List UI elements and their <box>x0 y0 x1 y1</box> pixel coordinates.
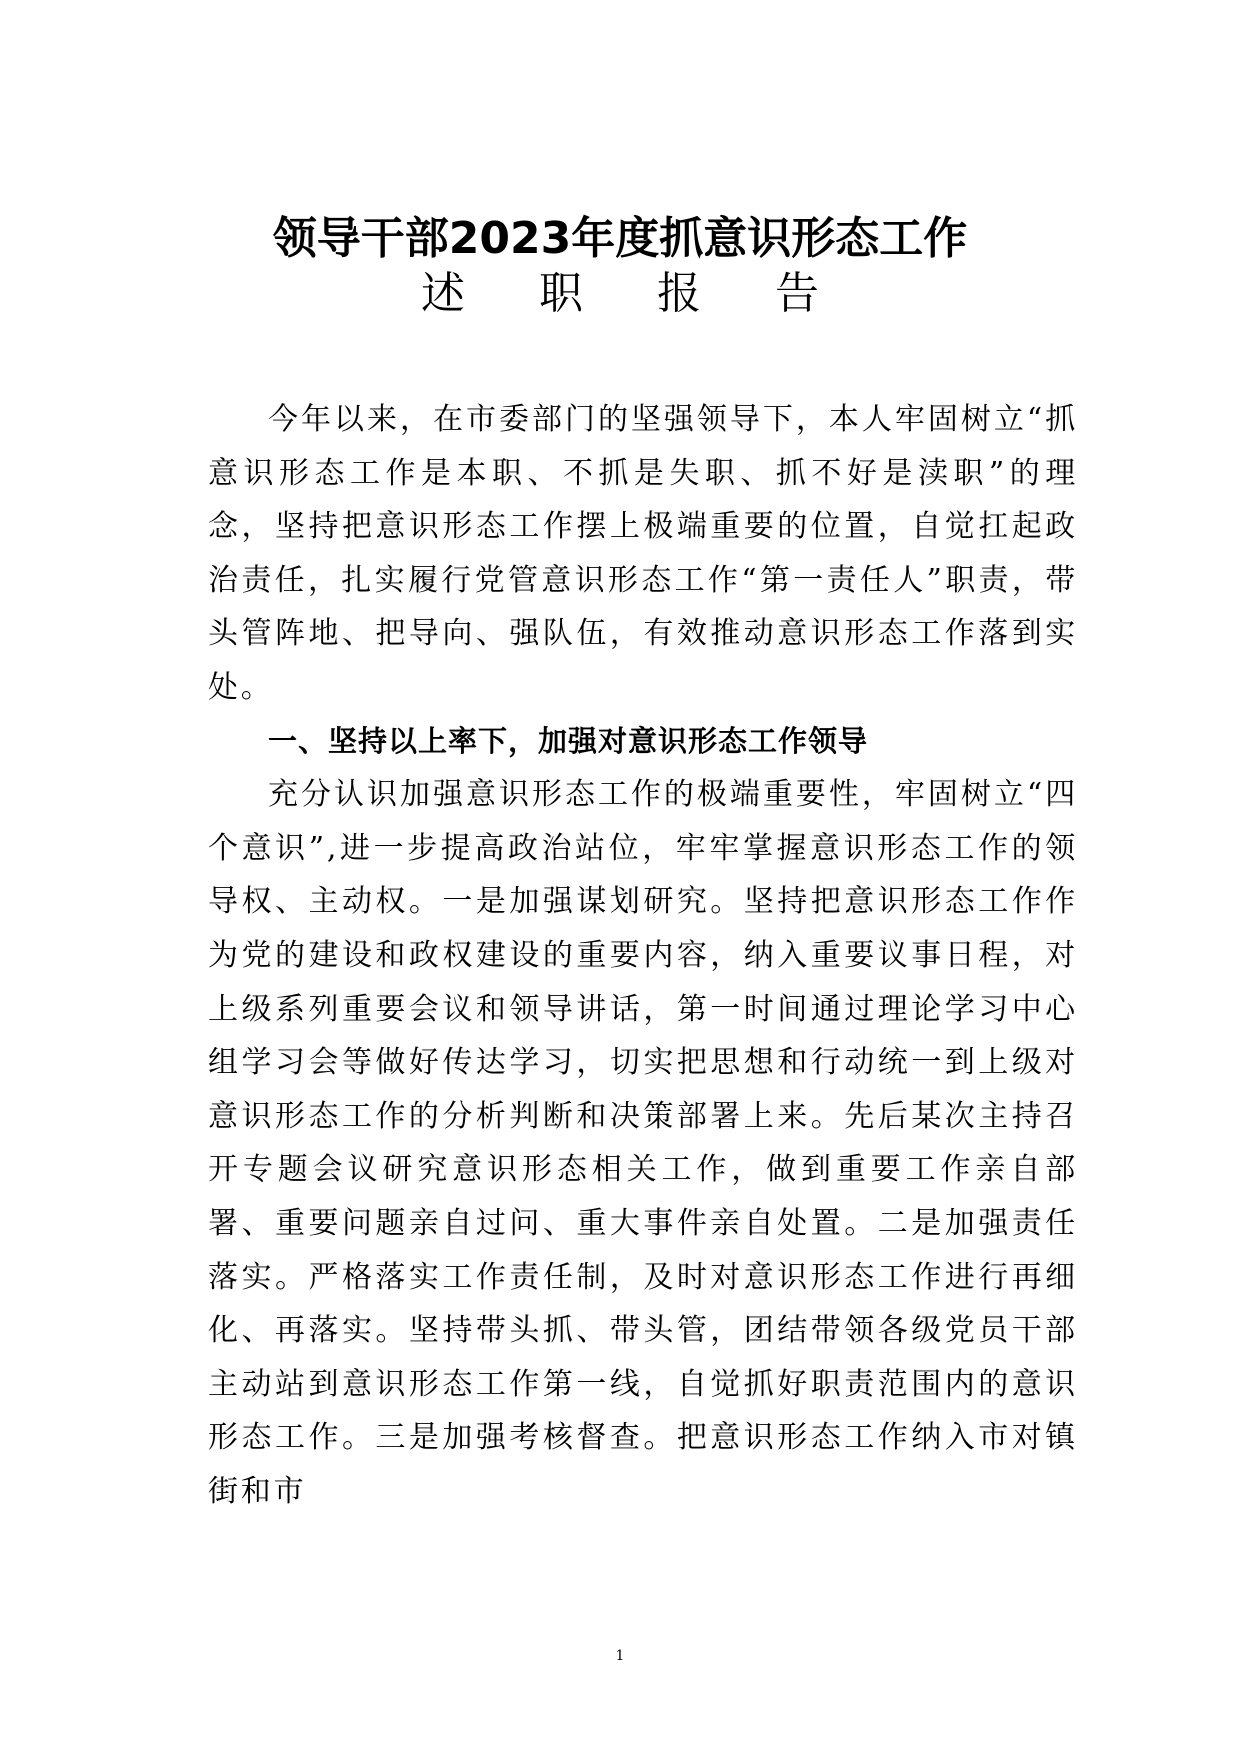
section-heading: 一、坚持以上率下，加强对意识形态工作领导 <box>268 723 869 758</box>
page-number: 1 <box>615 1648 625 1664</box>
document-subtitle: 述 职 报 告 <box>421 268 849 319</box>
section-paragraph: 充分认识加强意识形态工作的极端重要性，牢固树立“四个意识”,进一步提高政治站位，牢牢掌握意识形态工作的领导权、主动权。一是加强谋划研究。坚持把意识形态工作作为党的建设和政权建设的重要内容，纳入重要议事日程，对上级系列重要会议和领导讲话，第一时间通过理论学习中心组学习会等做好传达学习，切实把思想和行动统一到上级对意识形态工作的分析判断和决策部署上来。先后某次主持召开专题会议研究意识形态相关工作，做到重要工作亲自部署、重要问题亲自过问、重大事件亲自处置。二是加强责任落实。严格落实工作责任制，及时对意识形态工作进行再细化、再落实。坚持带头抓、带头管，团结带领各级党员干部主动站到意识形态工作第一线，自觉抓好职责范围内的意识形态工作。三是加强考核督查。把意识形态工作纳入市对镇街和市 <box>208 777 1078 1509</box>
title-block <box>0 212 1240 322</box>
document-body <box>208 393 1078 1518</box>
document-title: 领导干部2023年度抓意识形态工作 <box>272 213 968 264</box>
intro-paragraph: 今年以来，在市委部门的坚强领导下，本人牢固树立“抓意识形态工作是本职、不抓是失职、抓不好是渎职”的理念，坚持把意识形态工作摆上极端重要的位置，自觉扛起政治责任，扎实履行党管意识形态工作“第一责任人”职责，带头管阵地、把导向、强队伍，有效推动意识形态工作落到实处。 <box>208 402 1078 705</box>
